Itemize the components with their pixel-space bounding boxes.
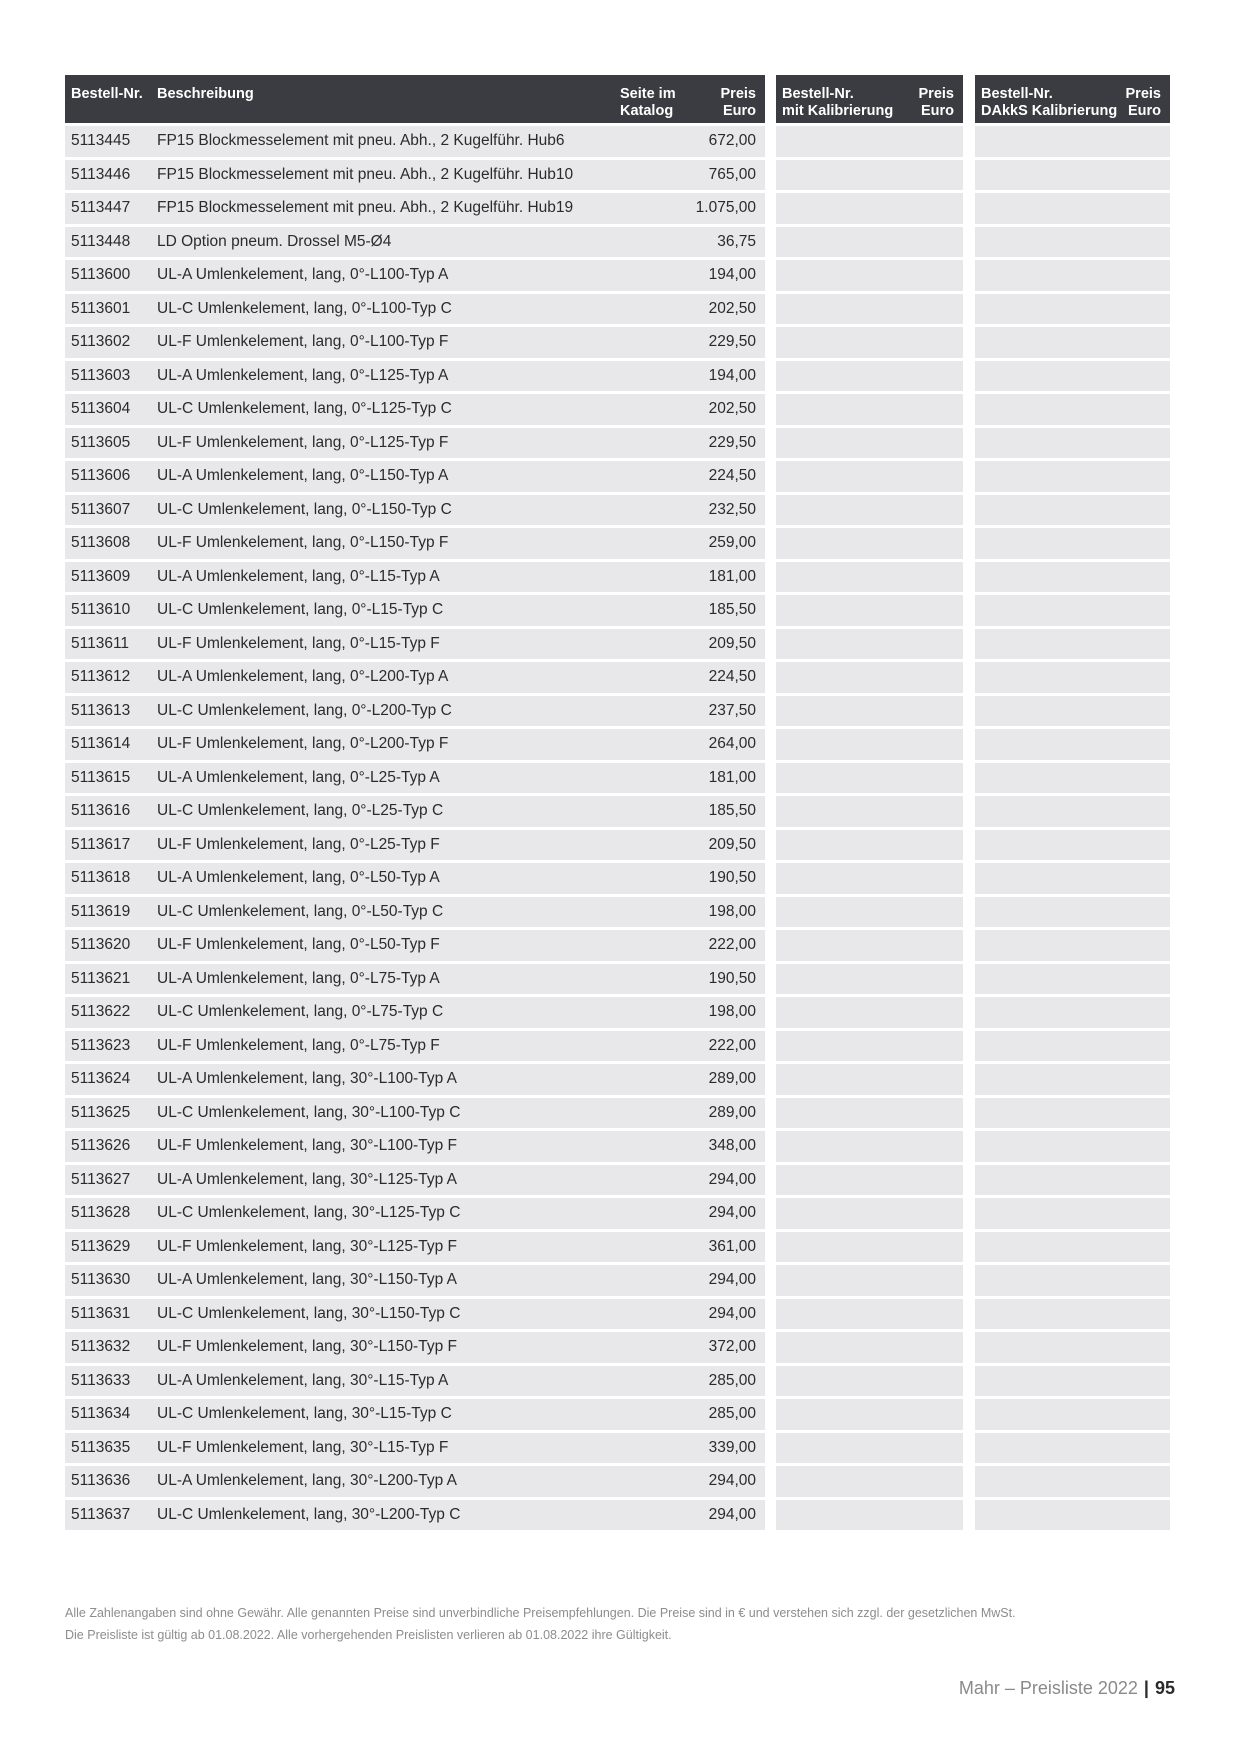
order-number: 5113625 (71, 1103, 131, 1121)
calibration-row (776, 528, 963, 559)
calibration-row (776, 1165, 963, 1196)
dakks-row (975, 763, 1170, 794)
calibration-row (776, 1131, 963, 1162)
price: 190,50 (708, 869, 756, 886)
calibration-row (776, 1198, 963, 1229)
description: UL-A Umlenkelement, lang, 0°-L125-Typ A (157, 366, 449, 384)
order-number: 5113632 (71, 1338, 131, 1355)
table-row (65, 1031, 765, 1062)
price: 181,00 (708, 567, 756, 585)
description: UL-F Umlenkelement, lang, 30°-L125-Typ F (157, 1237, 457, 1255)
order-number: 5113607 (71, 500, 131, 518)
dakks-row (975, 528, 1170, 559)
price: 224,50 (708, 668, 756, 685)
description: LD Option pneum. Drossel M5-Ø4 (157, 232, 392, 250)
table-row (65, 696, 765, 727)
order-number: 5113628 (71, 1204, 131, 1221)
calibration-row (776, 964, 963, 995)
price: 229,50 (708, 433, 756, 451)
calibration-row (776, 997, 963, 1028)
order-number: 5113601 (71, 299, 131, 317)
price: 294,00 (708, 1505, 756, 1523)
description: UL-C Umlenkelement, lang, 30°-L15-Typ C (157, 1405, 452, 1422)
table-row (65, 1500, 765, 1531)
dakks-row (975, 361, 1170, 392)
calibration-row (776, 696, 963, 727)
table-row (65, 294, 765, 325)
price: 185,50 (708, 601, 756, 618)
document-title: Mahr – Preisliste 2022 (958, 1678, 1138, 1698)
table-row (65, 1098, 765, 1129)
dakks-row (975, 1131, 1170, 1162)
table-row (65, 160, 765, 191)
description: FP15 Blockmesselement mit pneu. Abh., 2 Kugelführ. Hub6 (157, 132, 565, 149)
main-table (65, 75, 765, 1533)
main-table-header (65, 75, 765, 123)
price: 190,50 (708, 969, 756, 987)
dakks-row (975, 830, 1170, 861)
order-number: 5113626 (71, 1137, 131, 1154)
price: 264,00 (708, 735, 756, 752)
order-number: 5113617 (71, 835, 131, 853)
price: 232,50 (708, 500, 756, 518)
description: UL-F Umlenkelement, lang, 0°-L50-Typ F (157, 936, 440, 953)
description: UL-A Umlenkelement, lang, 30°-L100-Typ A (157, 1070, 457, 1087)
order-number: 5113445 (71, 132, 131, 149)
order-number: 5113448 (71, 232, 131, 250)
price: 672,00 (708, 132, 756, 149)
table-row (65, 1064, 765, 1095)
table-row (65, 796, 765, 827)
description: UL-A Umlenkelement, lang, 0°-L200-Typ A (157, 668, 449, 685)
order-number: 5113636 (71, 1472, 131, 1489)
order-number: 5113635 (71, 1438, 131, 1456)
order-number: 5113600 (71, 266, 131, 283)
calibration-row (776, 1299, 963, 1330)
dakks-row (975, 796, 1170, 827)
calibration-row (776, 294, 963, 325)
description: UL-C Umlenkelement, lang, 0°-L100-Typ C (157, 299, 452, 317)
calibration-row (776, 361, 963, 392)
price: 285,00 (708, 1371, 756, 1389)
price: 285,00 (708, 1405, 756, 1422)
price: 294,00 (708, 1271, 756, 1288)
order-number: 5113446 (71, 165, 131, 183)
dakks-row (975, 863, 1170, 894)
calibration-row (776, 930, 963, 961)
price: 259,00 (708, 534, 756, 551)
calibration-row (776, 1433, 963, 1464)
calibration-row (776, 763, 963, 794)
dakks-row (975, 461, 1170, 492)
table-row (65, 595, 765, 626)
dakks-row (975, 1399, 1170, 1430)
dakks-row (975, 562, 1170, 593)
description: UL-F Umlenkelement, lang, 30°-L150-Typ F (157, 1338, 457, 1355)
dakks-row (975, 1031, 1170, 1062)
price-table (65, 75, 1175, 1535)
dakks-row (975, 1232, 1170, 1263)
header-catalog-page: Seite im Katalog (620, 86, 676, 119)
dakks-table-body (975, 126, 1170, 1530)
main-table-body (65, 126, 765, 1530)
disclaimer-line-2: Die Preisliste ist gültig ab 01.08.2022. Alle vorhergehenden Preislisten verlieren ab 01.08.2022 ihre Gültigkeit. (65, 1628, 672, 1642)
description: UL-C Umlenkelement, lang, 0°-L125-Typ C (157, 400, 452, 417)
calibration-row (776, 160, 963, 191)
calibration-row (776, 193, 963, 224)
price: 294,00 (708, 1170, 756, 1188)
description: UL-F Umlenkelement, lang, 30°-L15-Typ F (157, 1438, 449, 1456)
description: UL-A Umlenkelement, lang, 0°-L75-Typ A (157, 969, 440, 987)
description: UL-F Umlenkelement, lang, 0°-L125-Typ F (157, 433, 449, 451)
price: 372,00 (708, 1338, 756, 1355)
calibration-row (776, 394, 963, 425)
table-row (65, 1299, 765, 1330)
calibration-row (776, 1466, 963, 1497)
calibration-row (776, 1332, 963, 1363)
order-number: 5113610 (71, 601, 131, 618)
table-row (65, 495, 765, 526)
header-description: Beschreibung (157, 86, 254, 102)
order-number: 5113602 (71, 333, 131, 350)
calibration-row (776, 897, 963, 928)
description: UL-C Umlenkelement, lang, 30°-L125-Typ C (157, 1204, 461, 1221)
table-row (65, 897, 765, 928)
calibration-row (776, 1064, 963, 1095)
price: 294,00 (708, 1304, 756, 1322)
order-number: 5113619 (71, 902, 131, 920)
order-number: 5113612 (71, 668, 131, 685)
price: 348,00 (708, 1137, 756, 1154)
table-row (65, 1332, 765, 1363)
calibration-row (776, 729, 963, 760)
order-number: 5113603 (71, 366, 131, 384)
header-dakks-order-no: Bestell-Nr. DAkkS Kalibrierung (981, 86, 1118, 119)
table-row (65, 260, 765, 291)
price: 289,00 (708, 1103, 756, 1121)
dakks-row (975, 193, 1170, 224)
disclaimer (65, 1602, 1175, 1646)
table-row (65, 930, 765, 961)
calibration-row (776, 495, 963, 526)
dakks-row (975, 1466, 1170, 1497)
price: 361,00 (708, 1237, 756, 1255)
description: UL-F Umlenkelement, lang, 0°-L75-Typ F (157, 1036, 440, 1054)
table-row (65, 1399, 765, 1430)
description: UL-C Umlenkelement, lang, 0°-L50-Typ C (157, 902, 444, 920)
description: UL-A Umlenkelement, lang, 0°-L15-Typ A (157, 567, 440, 585)
order-number: 5113622 (71, 1003, 131, 1020)
order-number: 5113604 (71, 400, 131, 417)
dakks-row (975, 428, 1170, 459)
description: UL-F Umlenkelement, lang, 0°-L150-Typ F (157, 534, 449, 551)
table-row (65, 830, 765, 861)
calibration-row (776, 428, 963, 459)
table-row (65, 1232, 765, 1263)
calibration-row (776, 1098, 963, 1129)
dakks-row (975, 1332, 1170, 1363)
description: UL-A Umlenkelement, lang, 30°-L15-Typ A (157, 1371, 449, 1389)
header-price: Preis Euro (720, 86, 756, 119)
table-row (65, 1165, 765, 1196)
calibration-row (776, 562, 963, 593)
price: 209,50 (708, 835, 756, 853)
calibration-table-body (776, 126, 963, 1530)
order-number: 5113618 (71, 869, 131, 886)
dakks-row (975, 260, 1170, 291)
description: FP15 Blockmesselement mit pneu. Abh., 2 Kugelführ. Hub19 (157, 199, 574, 216)
table-row (65, 1433, 765, 1464)
description: UL-C Umlenkelement, lang, 0°-L75-Typ C (157, 1003, 444, 1020)
description: UL-A Umlenkelement, lang, 0°-L25-Typ A (157, 768, 440, 786)
table-row (65, 394, 765, 425)
dakks-row (975, 160, 1170, 191)
dakks-row (975, 1299, 1170, 1330)
dakks-row (975, 1098, 1170, 1129)
price: 222,00 (708, 936, 756, 953)
dakks-row (975, 1500, 1170, 1531)
table-row (65, 1131, 765, 1162)
description: UL-A Umlenkelement, lang, 30°-L150-Typ A (157, 1271, 457, 1288)
table-row (65, 361, 765, 392)
price: 194,00 (708, 366, 756, 384)
dakks-row (975, 1198, 1170, 1229)
dakks-row (975, 394, 1170, 425)
calibration-row (776, 1500, 963, 1531)
table-row (65, 1265, 765, 1296)
dakks-row (975, 294, 1170, 325)
price: 202,50 (708, 400, 756, 417)
order-number: 5113633 (71, 1371, 131, 1389)
table-row (65, 327, 765, 358)
table-row (65, 1366, 765, 1397)
description: UL-A Umlenkelement, lang, 0°-L100-Typ A (157, 266, 449, 283)
header-calibration-price: Preis Euro (918, 86, 954, 119)
price: 289,00 (708, 1070, 756, 1087)
dakks-row (975, 595, 1170, 626)
calibration-row (776, 126, 963, 157)
description: UL-A Umlenkelement, lang, 0°-L50-Typ A (157, 869, 440, 886)
dakks-row (975, 930, 1170, 961)
calibration-row (776, 227, 963, 258)
calibration-table-header (776, 75, 963, 123)
description: UL-C Umlenkelement, lang, 0°-L150-Typ C (157, 500, 452, 518)
description: UL-A Umlenkelement, lang, 30°-L125-Typ A (157, 1170, 457, 1188)
dakks-row (975, 897, 1170, 928)
order-number: 5113606 (71, 467, 131, 484)
table-row (65, 428, 765, 459)
description: UL-F Umlenkelement, lang, 30°-L100-Typ F (157, 1137, 457, 1154)
calibration-row (776, 461, 963, 492)
description: UL-F Umlenkelement, lang, 0°-L25-Typ F (157, 835, 440, 853)
calibration-row (776, 1399, 963, 1430)
price: 202,50 (708, 299, 756, 317)
dakks-table (975, 75, 1170, 1533)
calibration-row (776, 1232, 963, 1263)
dakks-row (975, 964, 1170, 995)
dakks-row (975, 227, 1170, 258)
table-row (65, 729, 765, 760)
calibration-row (776, 1031, 963, 1062)
order-number: 5113620 (71, 936, 131, 953)
order-number: 5113627 (71, 1170, 131, 1188)
header-calibration-order-no: Bestell-Nr. mit Kalibrierung (782, 86, 894, 119)
calibration-row (776, 830, 963, 861)
description: UL-C Umlenkelement, lang, 30°-L200-Typ C (157, 1505, 461, 1523)
table-row (65, 863, 765, 894)
header-order-no: Bestell-Nr. (71, 86, 143, 102)
table-row (65, 1466, 765, 1497)
calibration-row (776, 863, 963, 894)
dakks-row (975, 1265, 1170, 1296)
order-number: 5113615 (71, 768, 131, 786)
dakks-row (975, 495, 1170, 526)
price: 181,00 (708, 768, 756, 786)
dakks-row (975, 696, 1170, 727)
description: UL-C Umlenkelement, lang, 0°-L25-Typ C (157, 802, 444, 819)
price: 194,00 (708, 266, 756, 283)
dakks-row (975, 126, 1170, 157)
price: 294,00 (708, 1472, 756, 1489)
page-footer (959, 1678, 1175, 1699)
description: UL-F Umlenkelement, lang, 0°-L100-Typ F (157, 333, 449, 350)
table-row (65, 629, 765, 660)
table-row (65, 662, 765, 693)
footer-separator: | (1143, 1678, 1149, 1698)
order-number: 5113608 (71, 534, 131, 551)
table-row (65, 193, 765, 224)
calibration-row (776, 662, 963, 693)
description: FP15 Blockmesselement mit pneu. Abh., 2 Kugelführ. Hub10 (157, 165, 574, 183)
price: 198,00 (708, 902, 756, 920)
order-number: 5113614 (71, 735, 131, 752)
table-row (65, 528, 765, 559)
calibration-row (776, 1265, 963, 1296)
dakks-row (975, 1366, 1170, 1397)
table-row (65, 997, 765, 1028)
table-row (65, 763, 765, 794)
price: 1.075,00 (695, 199, 756, 216)
order-number: 5113623 (71, 1036, 131, 1054)
description: UL-C Umlenkelement, lang, 0°-L15-Typ C (157, 601, 444, 618)
order-number: 5113624 (71, 1070, 131, 1087)
order-number: 5113634 (71, 1405, 131, 1422)
table-row (65, 1198, 765, 1229)
order-number: 5113637 (71, 1505, 131, 1523)
price: 224,50 (708, 467, 756, 484)
calibration-row (776, 595, 963, 626)
calibration-row (776, 260, 963, 291)
dakks-row (975, 662, 1170, 693)
dakks-row (975, 1165, 1170, 1196)
calibration-row (776, 629, 963, 660)
price: 222,00 (708, 1036, 756, 1054)
description: UL-F Umlenkelement, lang, 0°-L15-Typ F (157, 634, 440, 652)
page-number: 95 (1154, 1678, 1175, 1698)
calibration-row (776, 796, 963, 827)
order-number: 5113447 (71, 199, 131, 216)
order-number: 5113605 (71, 433, 131, 451)
order-number: 5113616 (71, 802, 131, 819)
price: 198,00 (708, 1003, 756, 1020)
description: UL-C Umlenkelement, lang, 0°-L200-Typ C (157, 701, 452, 719)
calibration-table (776, 75, 963, 1533)
price: 765,00 (708, 165, 756, 183)
description: UL-A Umlenkelement, lang, 30°-L200-Typ A (157, 1472, 457, 1489)
price: 36,75 (717, 232, 756, 250)
dakks-row (975, 327, 1170, 358)
calibration-row (776, 327, 963, 358)
price: 339,00 (708, 1438, 756, 1456)
disclaimer-line-1: Alle Zahlenangaben sind ohne Gewähr. Alle genannten Preise sind unverbindliche Preisempfehlungen. Die Preise sind in € und verstehen sich zzgl. der gesetzlichen MwSt. (65, 1606, 1016, 1620)
table-row (65, 562, 765, 593)
table-row (65, 461, 765, 492)
dakks-row (975, 1433, 1170, 1464)
price: 229,50 (708, 333, 756, 350)
order-number: 5113631 (71, 1304, 131, 1322)
table-row (65, 227, 765, 258)
order-number: 5113613 (71, 701, 131, 719)
price: 185,50 (708, 802, 756, 819)
order-number: 5113630 (71, 1271, 131, 1288)
price: 294,00 (708, 1204, 756, 1221)
dakks-row (975, 629, 1170, 660)
order-number: 5113611 (71, 634, 130, 652)
order-number: 5113621 (71, 969, 131, 987)
description: UL-F Umlenkelement, lang, 0°-L200-Typ F (157, 735, 449, 752)
dakks-table-header (975, 75, 1170, 123)
price: 237,50 (708, 701, 756, 719)
order-number: 5113609 (71, 567, 131, 585)
table-row (65, 126, 765, 157)
header-dakks-price: Preis Euro (1125, 86, 1161, 119)
order-number: 5113629 (71, 1237, 131, 1255)
description: UL-C Umlenkelement, lang, 30°-L150-Typ C (157, 1304, 461, 1322)
table-row (65, 964, 765, 995)
description: UL-C Umlenkelement, lang, 30°-L100-Typ C (157, 1103, 461, 1121)
dakks-row (975, 729, 1170, 760)
calibration-row (776, 1366, 963, 1397)
description: UL-A Umlenkelement, lang, 0°-L150-Typ A (157, 467, 449, 484)
dakks-row (975, 1064, 1170, 1095)
price: 209,50 (708, 634, 756, 652)
dakks-row (975, 997, 1170, 1028)
